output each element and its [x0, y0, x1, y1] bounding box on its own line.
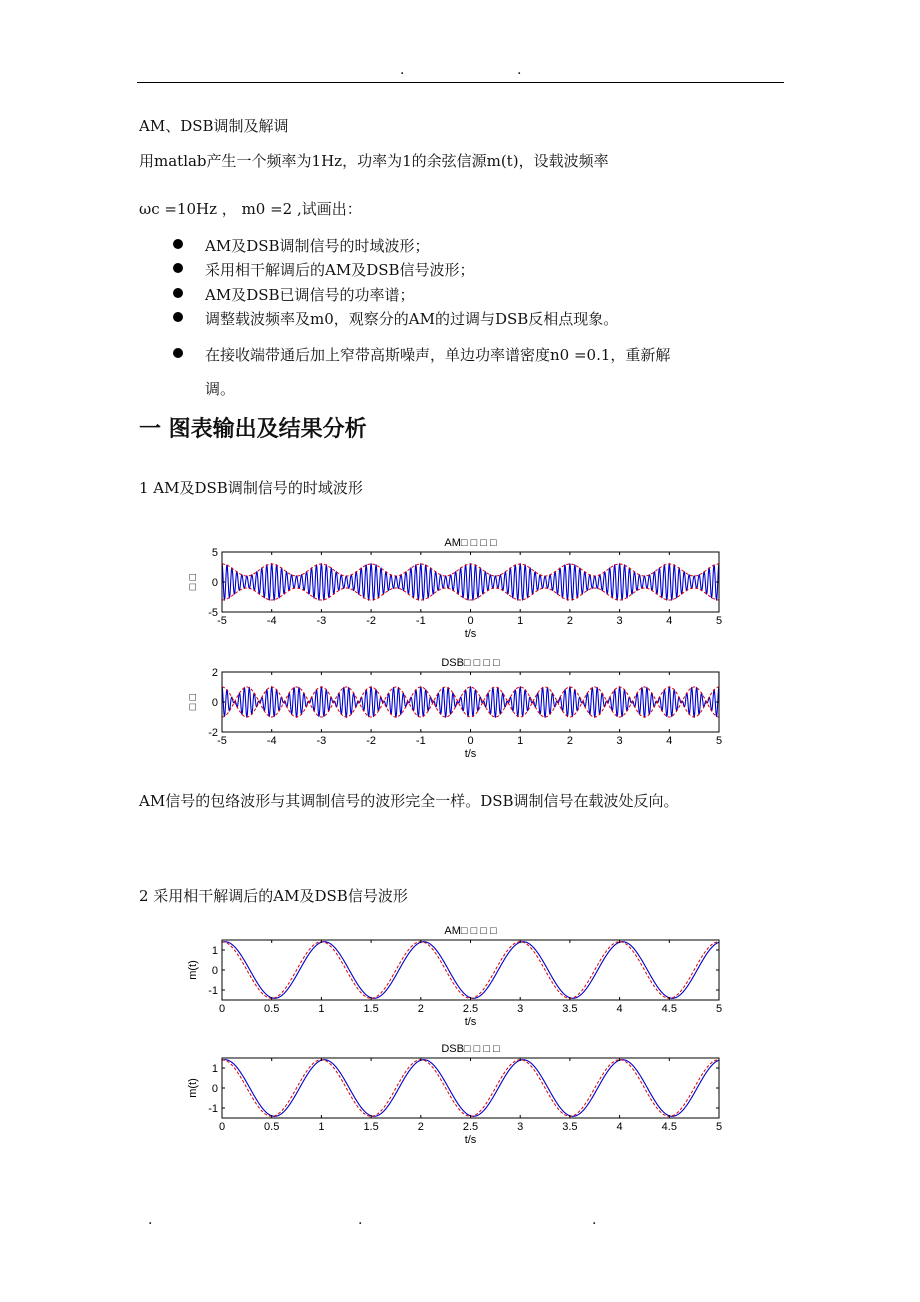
bullet-item-continuation: 调。: [205, 380, 236, 398]
footer-dot: .: [148, 1212, 153, 1228]
x-axis-label: t/s: [464, 628, 477, 640]
series-line: [222, 588, 719, 600]
x-tick-label: 0: [467, 735, 474, 747]
x-tick-label: 3: [517, 1003, 524, 1015]
chart-title: AM□ □ □ □: [444, 537, 497, 549]
y-axis-label: □ □: [187, 693, 199, 711]
x-tick-label: -5: [217, 735, 227, 747]
axes-box: [222, 552, 719, 612]
chart-title: DSB□ □ □ □: [441, 657, 500, 669]
analysis-text: AM信号的包络波形与其调制信号的波形完全一样。DSB调制信号在载波处反向。: [139, 792, 679, 810]
x-axis-label: t/s: [464, 1016, 477, 1028]
x-tick-label: 3: [616, 615, 623, 627]
y-tick-label: -5: [208, 607, 218, 619]
y-tick-label: -1: [208, 985, 218, 997]
series-line: [222, 942, 719, 999]
x-tick-label: 1: [517, 615, 524, 627]
y-tick-label: 1: [211, 945, 218, 957]
x-tick-label: 4: [616, 1121, 623, 1133]
y-tick-label: 5: [211, 547, 218, 559]
x-tick-label: 1: [318, 1121, 325, 1133]
chart-am-time: [180, 530, 740, 650]
x-tick-label: -1: [415, 735, 426, 747]
x-tick-label: 2: [566, 615, 573, 627]
x-tick-label: 1: [517, 735, 524, 747]
y-axis-label: m(t): [187, 1078, 199, 1098]
x-tick-label: -2: [366, 735, 376, 747]
x-tick-label: 0.5: [264, 1003, 280, 1015]
bullet-item: AM及DSB已调信号的功率谱；: [205, 286, 415, 304]
x-tick-label: 2: [417, 1003, 424, 1015]
section-title: 一 图表输出及结果分析: [139, 416, 367, 442]
x-tick-label: 5: [715, 615, 723, 627]
y-tick-label: 0: [211, 965, 218, 977]
chart-dsb-time: [180, 650, 740, 770]
x-tick-label: 5: [715, 735, 723, 747]
chart-title: AM□ □ □ □: [444, 925, 497, 937]
bullet-item: 在接收端带通后加上窄带高斯噪声，单边功率谱密度n0 =0.1，重新解: [205, 346, 671, 364]
bullet-dot: [173, 312, 183, 322]
x-tick-label: 3.5: [562, 1121, 578, 1133]
y-tick-label: 1: [211, 1063, 218, 1075]
x-tick-label: 4.5: [661, 1121, 677, 1133]
x-tick-label: -3: [316, 615, 327, 627]
x-tick-label: 4: [666, 735, 673, 747]
x-tick-label: -5: [217, 615, 227, 627]
subsection-title-1: 1 AM及DSB调制信号的时域波形: [139, 479, 363, 497]
bullet-item: AM及DSB调制信号的时域波形；: [205, 237, 430, 255]
y-tick-label: -2: [208, 727, 218, 739]
x-tick-label: 1.5: [363, 1003, 379, 1015]
series-line: [222, 1060, 719, 1117]
x-tick-label: 0: [218, 1121, 226, 1133]
x-tick-label: 4: [666, 615, 673, 627]
axes-box: [222, 672, 719, 732]
header-dot: .: [517, 62, 522, 78]
x-tick-label: -1: [415, 615, 426, 627]
x-tick-label: 3: [517, 1121, 524, 1133]
y-axis-label: m(t): [187, 960, 199, 980]
intro-line-2: ωc =10Hz ， m0 =2 ,试画出：: [139, 200, 362, 218]
x-axis-label: t/s: [464, 748, 477, 760]
footer-dot: .: [358, 1212, 363, 1228]
chart-dsb-demod: [180, 1036, 740, 1156]
x-axis-label: t/s: [464, 1134, 477, 1146]
subsection-title-2: 2 采用相干解调后的AM及DSB信号波形: [139, 887, 408, 905]
bullet-item: 调整载波频率及m0，观察分的AM的过调与DSB反相点现象。: [205, 310, 619, 328]
header-rule: [137, 82, 784, 83]
intro-line-1: 用matlab产生一个频率为1Hz，功率为1的余弦信源m(t)，设载波频率: [139, 152, 609, 170]
x-tick-label: 4: [616, 1003, 623, 1015]
x-tick-label: 2.5: [462, 1003, 479, 1015]
y-tick-label: 0: [211, 577, 218, 589]
x-tick-label: 2.5: [462, 1121, 479, 1133]
x-tick-label: 3: [616, 735, 623, 747]
bullet-dot: [173, 239, 183, 249]
x-tick-label: 0.5: [264, 1121, 280, 1133]
x-tick-label: -4: [266, 735, 277, 747]
series-line: [222, 687, 719, 717]
x-tick-label: 3.5: [562, 1003, 578, 1015]
x-tick-label: 0: [218, 1003, 226, 1015]
header-dot: .: [400, 62, 405, 78]
bullet-dot: [173, 263, 183, 273]
x-tick-label: 2: [566, 735, 573, 747]
y-tick-label: -1: [208, 1103, 218, 1115]
x-tick-label: 1.5: [363, 1121, 379, 1133]
chart-am-demod: [180, 918, 740, 1038]
x-tick-label: -4: [266, 615, 277, 627]
footer-dot: .: [592, 1212, 597, 1228]
y-tick-label: 0: [211, 697, 218, 709]
series-line: [222, 687, 719, 717]
x-tick-label: 1: [318, 1003, 325, 1015]
x-tick-label: 4.5: [661, 1003, 677, 1015]
x-tick-label: 5: [715, 1121, 723, 1133]
x-tick-label: -2: [366, 615, 376, 627]
chart-title: DSB□ □ □ □: [441, 1043, 500, 1055]
bullet-dot: [173, 348, 183, 358]
series-line: [222, 564, 719, 600]
doc-title: AM、DSB调制及解调: [139, 117, 289, 135]
y-tick-label: 2: [211, 667, 218, 679]
x-tick-label: 0: [467, 615, 474, 627]
bullet-dot: [173, 288, 183, 298]
x-tick-label: 5: [715, 1003, 723, 1015]
series-line: [222, 687, 719, 717]
y-tick-label: 0: [211, 1083, 218, 1095]
x-tick-label: 2: [417, 1121, 424, 1133]
bullet-item: 采用相干解调后的AM及DSB信号波形；: [205, 261, 475, 279]
x-tick-label: -3: [316, 735, 327, 747]
y-axis-label: □ □: [187, 573, 199, 591]
